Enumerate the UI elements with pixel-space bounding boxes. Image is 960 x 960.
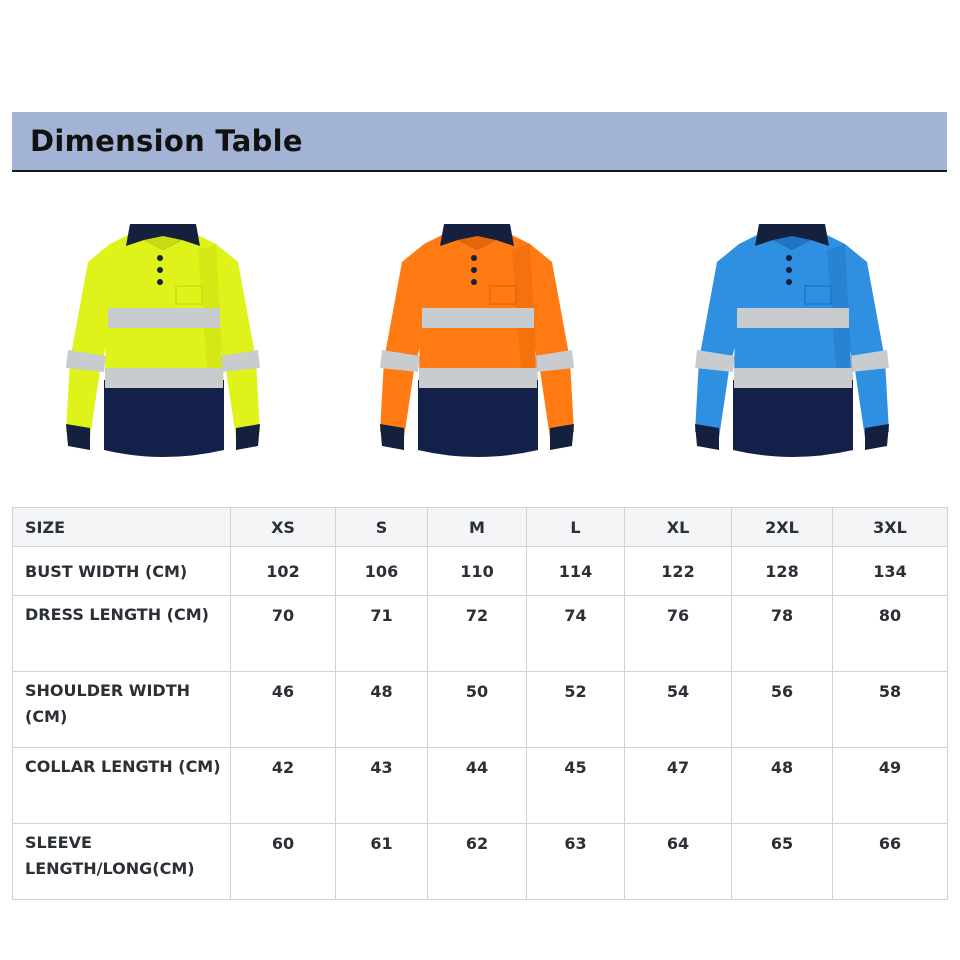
table-cell: 45 bbox=[527, 748, 625, 824]
table-row-sleeve-length bbox=[13, 824, 948, 900]
table-cell: 61 bbox=[336, 824, 428, 900]
table-cell: 43 bbox=[336, 748, 428, 824]
table-cell: 106 bbox=[336, 547, 428, 596]
column-header-m: M bbox=[428, 508, 527, 547]
column-header-3xl: 3XL bbox=[833, 508, 948, 547]
row-label: BUST WIDTH (CM) bbox=[13, 547, 231, 596]
table-cell: 78 bbox=[732, 596, 833, 672]
row-label: COLLAR LENGTH (CM) bbox=[13, 748, 231, 824]
table-cell: 70 bbox=[231, 596, 336, 672]
row-label: SLEEVE LENGTH/LONG(CM) bbox=[13, 824, 231, 900]
table-cell: 44 bbox=[428, 748, 527, 824]
table-header-row bbox=[13, 508, 948, 547]
table-cell: 47 bbox=[625, 748, 732, 824]
table-cell: 76 bbox=[625, 596, 732, 672]
row-label: DRESS LENGTH (CM) bbox=[13, 596, 231, 672]
orange-shirt-image bbox=[362, 210, 592, 470]
shirt-illustration bbox=[48, 210, 278, 470]
table-cell: 72 bbox=[428, 596, 527, 672]
table-cell: 62 bbox=[428, 824, 527, 900]
shirt-illustration bbox=[362, 210, 592, 470]
table-cell: 65 bbox=[732, 824, 833, 900]
table-cell: 50 bbox=[428, 672, 527, 748]
blue-shirt-image bbox=[677, 210, 907, 470]
column-header-xs: XS bbox=[231, 508, 336, 547]
table-cell: 48 bbox=[732, 748, 833, 824]
dimension-table bbox=[12, 507, 948, 900]
column-header-2xl: 2XL bbox=[732, 508, 833, 547]
table-cell: 52 bbox=[527, 672, 625, 748]
table-cell: 49 bbox=[833, 748, 948, 824]
table-cell: 71 bbox=[336, 596, 428, 672]
table-cell: 128 bbox=[732, 547, 833, 596]
table-cell: 110 bbox=[428, 547, 527, 596]
table-cell: 63 bbox=[527, 824, 625, 900]
table-row-bust-width bbox=[13, 547, 948, 596]
product-images bbox=[0, 210, 960, 470]
table-cell: 42 bbox=[231, 748, 336, 824]
table-cell: 134 bbox=[833, 547, 948, 596]
page-title: Dimension Table bbox=[30, 124, 303, 158]
table-cell: 122 bbox=[625, 547, 732, 596]
table-cell: 48 bbox=[336, 672, 428, 748]
table-cell: 114 bbox=[527, 547, 625, 596]
table-cell: 66 bbox=[833, 824, 948, 900]
table-row-collar-length bbox=[13, 748, 948, 824]
yellow-shirt-image bbox=[48, 210, 278, 470]
row-label: SHOULDER WIDTH (CM) bbox=[13, 672, 231, 748]
table-cell: 56 bbox=[732, 672, 833, 748]
table-cell: 74 bbox=[527, 596, 625, 672]
table-cell: 80 bbox=[833, 596, 948, 672]
table-row-shoulder-width bbox=[13, 672, 948, 748]
column-header-size: SIZE bbox=[13, 508, 231, 547]
column-header-xl: XL bbox=[625, 508, 732, 547]
table-cell: 46 bbox=[231, 672, 336, 748]
column-header-s: S bbox=[336, 508, 428, 547]
table-cell: 64 bbox=[625, 824, 732, 900]
table-cell: 58 bbox=[833, 672, 948, 748]
table-cell: 60 bbox=[231, 824, 336, 900]
shirt-illustration bbox=[677, 210, 907, 470]
column-header-l: L bbox=[527, 508, 625, 547]
table-cell: 102 bbox=[231, 547, 336, 596]
table-row-dress-length bbox=[13, 596, 948, 672]
table-cell: 54 bbox=[625, 672, 732, 748]
title-bar bbox=[12, 112, 947, 172]
